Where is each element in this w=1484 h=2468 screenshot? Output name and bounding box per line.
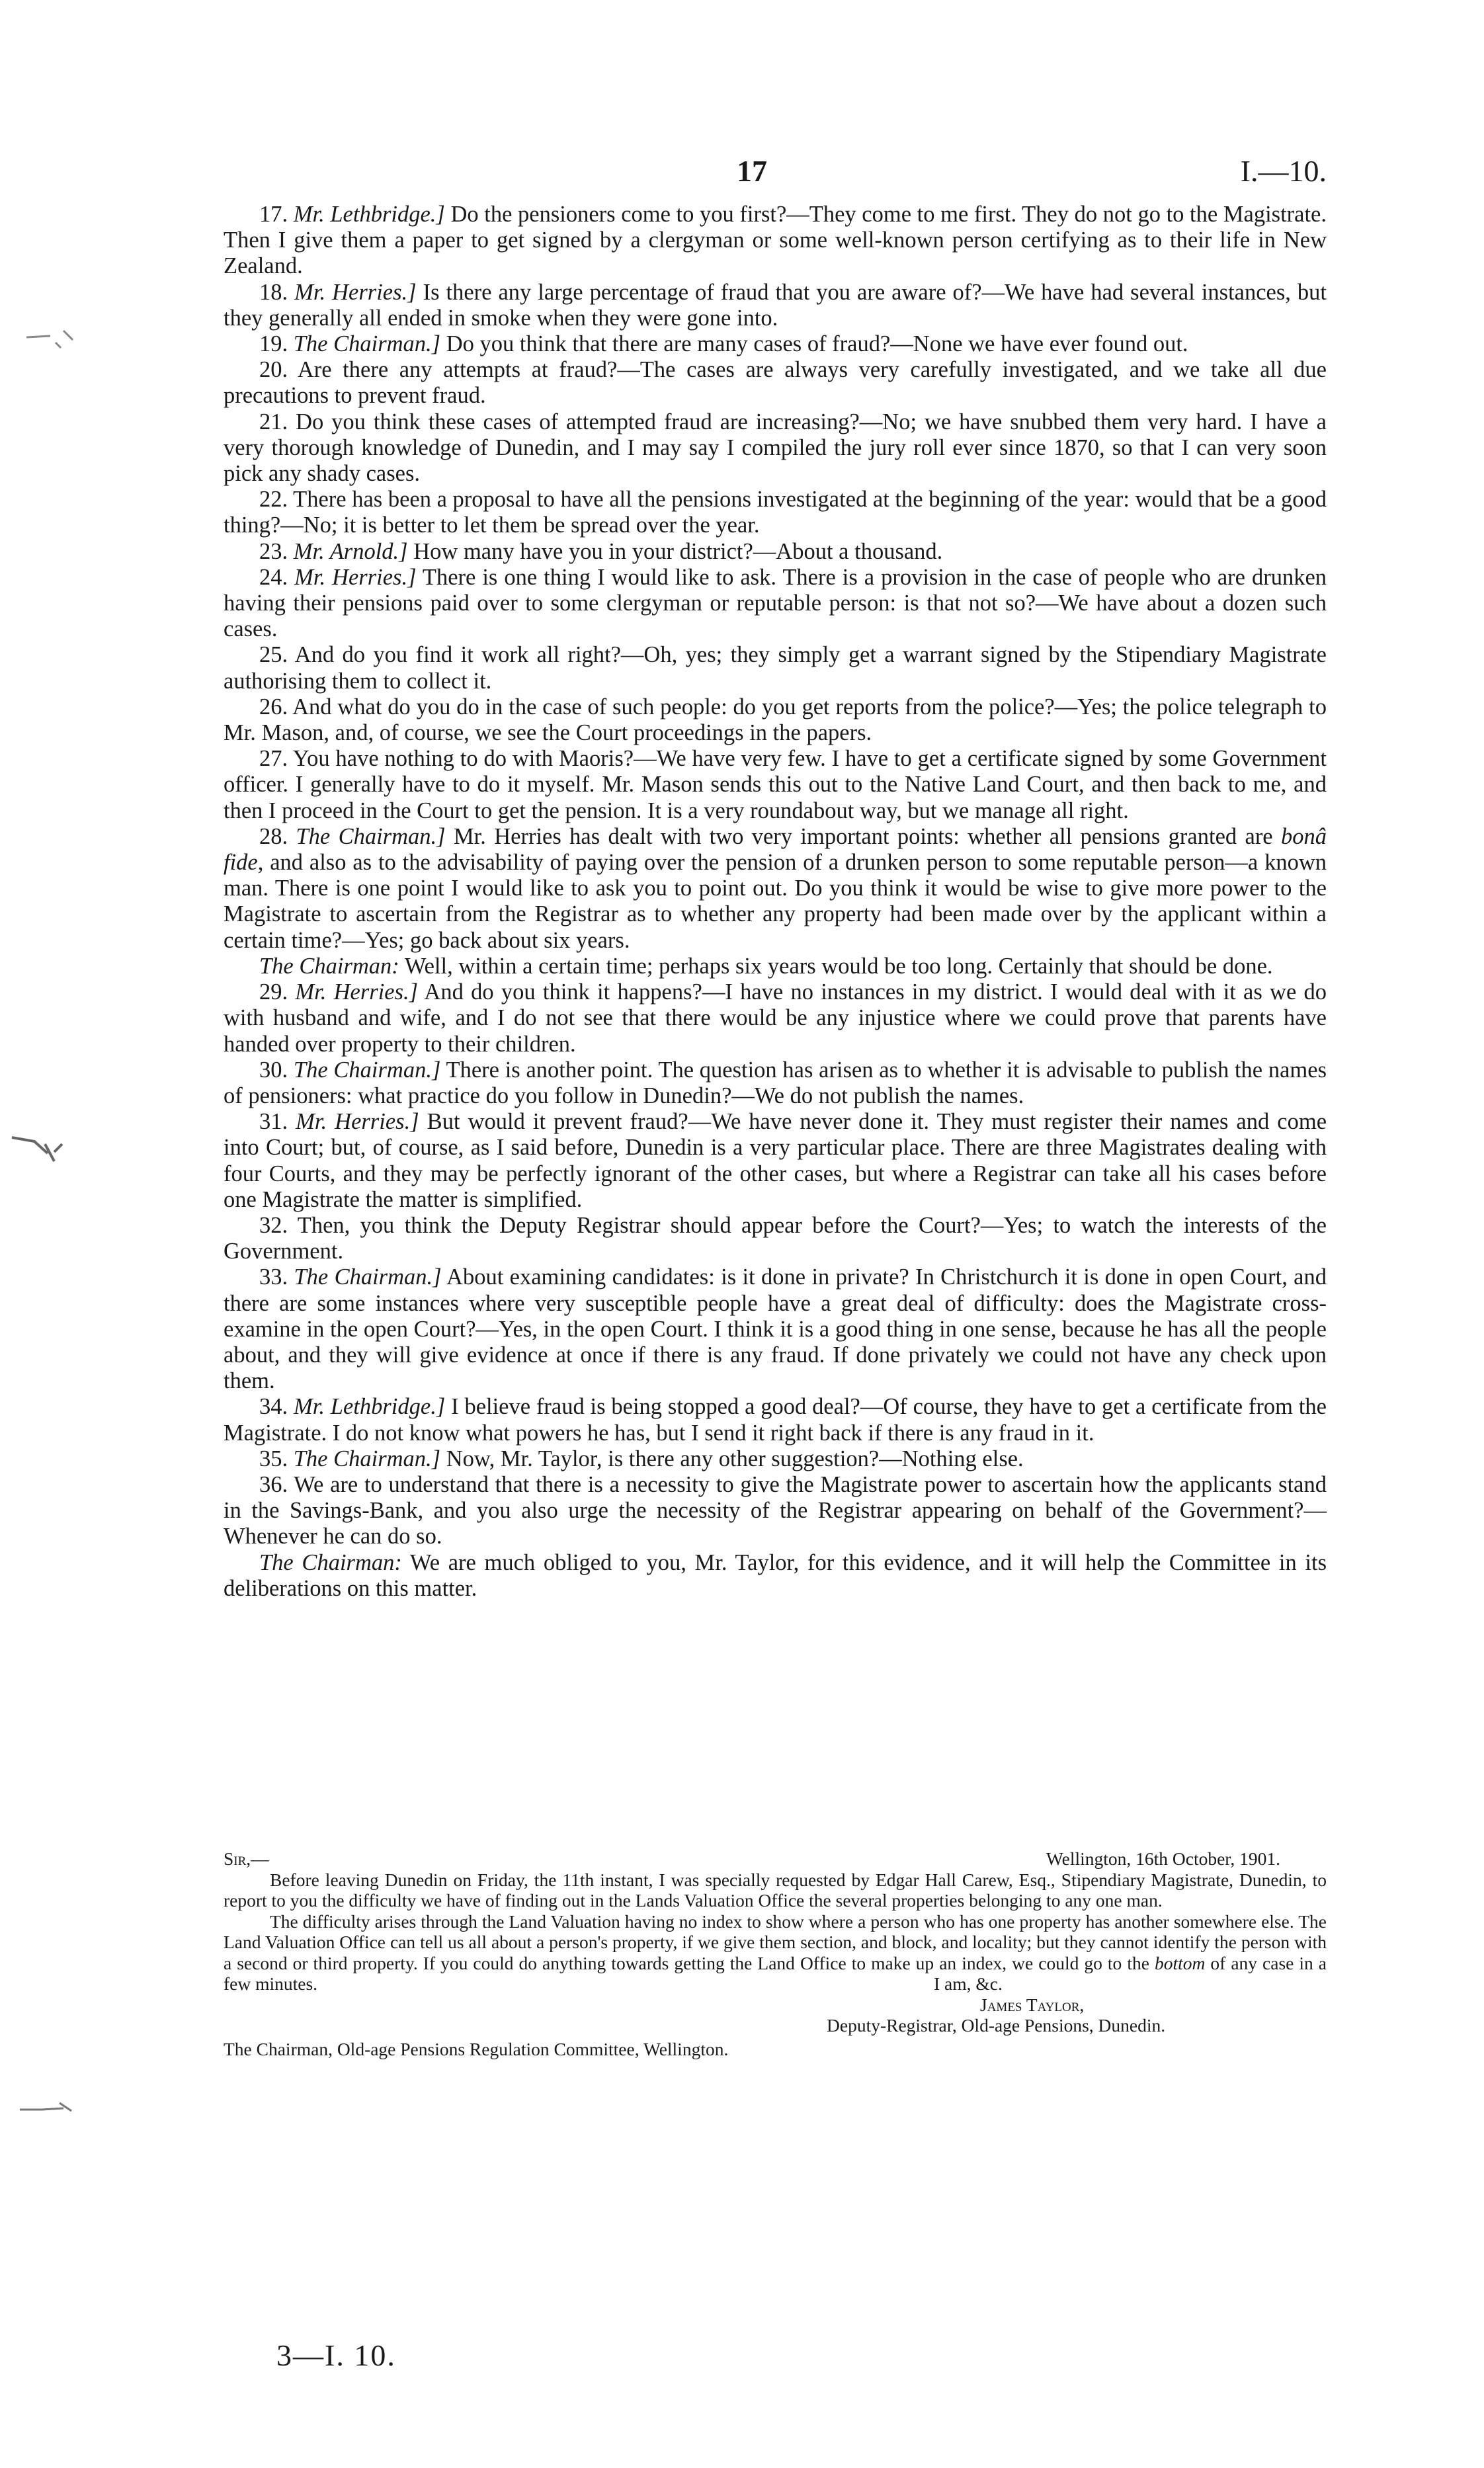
sheet-signature-mark: 3—I. 10. — [276, 2338, 396, 2372]
testimony-paragraph — [224, 1472, 1327, 1550]
testimony-paragraph — [224, 409, 1327, 487]
paragraph-text: There is one thing I would like to ask. There is a provision in the case of people who are drunken having their pensions paid over to some clergyman or reputable person: is that not so?—We have about a dozen such cases. — [224, 564, 1327, 642]
speaker: Mr. Herries.] — [294, 279, 417, 305]
testimony-paragraph — [224, 539, 1327, 565]
margin-mark-2 — [8, 1124, 67, 1171]
paragraph-number: 26. — [259, 694, 288, 720]
paragraph-number: 27. — [259, 746, 288, 772]
paragraph-text: There is another point. The question has arisen as to whether it is advisable to publish the names of pensioners: what practice do you follow in Dunedin?—We do not publish the names. — [224, 1057, 1327, 1108]
paragraph-text: , and also as to the advisability of paying over the pension of a drunken person to some reputable person—a known man. There is one point I would like to ask you to point out. Do you think it would be wise to give more power to the Magistrate to ascertain from the Registrar as to whether any property had been made over by the applicant within a certain time?—Yes; go back about six years. — [224, 850, 1327, 953]
paragraph-number: 20. — [259, 357, 288, 383]
paragraph-number: 19. — [259, 331, 288, 357]
paragraph-text: Then, you think the Deputy Registrar should appear before the Court?—Yes; to watch the interests of the Government. — [224, 1212, 1327, 1264]
testimony-paragraph — [224, 1550, 1327, 1602]
testimony-paragraph — [224, 331, 1327, 357]
speaker: The Chairman.] — [293, 1057, 441, 1083]
signature-title: Deputy-Registrar, Old-age Pensions, Dunedin. — [827, 2015, 1166, 2036]
paragraph-number: 36. — [259, 1471, 288, 1497]
paragraph-text: Now, Mr. Taylor, is there any other suggestion?—Nothing else. — [440, 1446, 1024, 1471]
paragraph-text: About examining candidates: is it done in private? In Christchurch it is done in open Court, and there are some instances where very susceptible people have a great deal of difficulty: does the Magistrate cross-examine in the open Court?—Yes, in the open Court. I think it is a good thing in one sense, because he has all the people about, and they will give evidence at once if there is any fraud. If done privately we could not have any check upon them. — [224, 1264, 1327, 1394]
testimony-paragraph — [224, 565, 1327, 643]
paragraph-text: Do the pensioners come to you first?—They come to me first. They do not go to the Magistrate. Then I give them a paper to get signed by a clergyman or some well-known person certifying as to their life in New Zealand. — [224, 202, 1327, 279]
dateline: Wellington, 16th October, 1901. — [1046, 1848, 1280, 1869]
testimony-paragraph — [224, 202, 1327, 280]
testimony-paragraph — [224, 1213, 1327, 1264]
paragraph-text: And what do you do in the case of such people: do you get reports from the police?—Yes; the police telegraph to Mr. Mason, and, of course, we see the Court proceedings in the papers. — [224, 694, 1327, 746]
testimony-paragraph — [224, 1057, 1327, 1109]
paragraph-number: 33. — [259, 1264, 288, 1290]
paragraph-number: 34. — [259, 1394, 288, 1420]
paragraph-text: There has been a proposal to have all the pensions investigated at the beginning of the year: would that be a good thing?—No; it is better to let them be spread over the year. — [224, 487, 1327, 538]
testimony-body — [224, 202, 1327, 1602]
testimony-paragraph — [224, 954, 1327, 979]
paragraph-number: 29. — [259, 979, 288, 1005]
speaker: Mr. Herries.] — [296, 1109, 419, 1135]
testimony-paragraph — [224, 694, 1327, 746]
letter-paragraph-2: The difficulty arises through the Land Valuation having no index to show where a person who has one property has another somewhere else. The Land Valuation Office can tell us all about a person's property, if we give them section, and block, and locality; but they cannot identify the person with a second or third property. If you could do anything towards getting the Land Office to make up an index, we could go to the bottom of any case in a few minutes. — [224, 1911, 1327, 1994]
letter-paragraph-1: Before leaving Dunedin on Friday, the 11th instant, I was specially requested by Edgar Hall Carew, Esq., Stipendiary Magistrate, Dunedin, to report to you the difficulty we have of finding out in the Lands Valuation Office the several properties belonging to any one man. — [224, 1869, 1327, 1911]
page-header — [0, 153, 1484, 193]
paragraph-number: 32. — [259, 1212, 288, 1238]
paragraph-text: I believe fraud is being stopped a good deal?—Of course, they have to get a certificate from the Magistrate. I do not know what powers he has, but I send it right back if there is any fraud in it. — [224, 1394, 1327, 1446]
paragraph-italic: bonâ fide — [224, 823, 1327, 876]
margin-mark-1 — [24, 317, 77, 350]
speaker: The Chairman: — [259, 1549, 402, 1575]
paragraph-number: 25. — [259, 642, 288, 668]
paragraph-text: Is there any large percentage of fraud that you are aware of?—We have had several instances, but they generally all ended in smoke when they were gone into. — [224, 279, 1327, 331]
speaker: The Chairman.] — [293, 1446, 441, 1471]
paragraph-text: We are much obliged to you, Mr. Taylor, for this evidence, and it will help the Committee in its deliberations on this matter. — [224, 1549, 1327, 1601]
paragraph-text: Are there any attempts at fraud?—The cases are always very carefully investigated, and we take all due precautions to prevent fraud. — [224, 357, 1327, 409]
testimony-paragraph — [224, 487, 1327, 538]
speaker: The Chairman.] — [294, 1264, 442, 1290]
paragraph-number: 28. — [259, 823, 288, 849]
salutation: Sir,— — [224, 1848, 269, 1869]
speaker: Mr. Lethbridge.] — [293, 1394, 446, 1420]
paragraph-text: Well, within a certain time; perhaps six years would be too long. Certainly that should be done. — [399, 953, 1273, 979]
paragraph-number: 31. — [259, 1109, 288, 1135]
paragraph-number: 35. — [259, 1446, 288, 1471]
testimony-paragraph — [224, 357, 1327, 409]
testimony-paragraph — [224, 280, 1327, 331]
letter — [224, 1848, 1327, 2059]
testimony-paragraph — [224, 1109, 1327, 1213]
speaker: The Chairman: — [259, 953, 399, 979]
testimony-paragraph — [224, 1446, 1327, 1472]
speaker: Mr. Lethbridge.] — [293, 202, 445, 227]
speaker: Mr. Herries.] — [295, 979, 419, 1005]
paragraph-text: And do you think it happens?—I have no instances in my district. I would deal with it as we do with husband and wife, and I do not see that there would be any injustice where we could prove that parents have handed over property to their children. — [224, 979, 1327, 1057]
testimony-paragraph — [224, 746, 1327, 824]
speaker: Mr. Arnold.] — [293, 538, 408, 564]
closing: I am, &c. — [934, 1973, 1003, 1994]
paragraph-text: We are to understand that there is a necessity to give the Magistrate power to ascertain how the applicants stand in the Savings-Bank, and you also urge the necessity of the Registrar appearing on behalf of the Government?—Whenever he can do so. — [224, 1471, 1327, 1549]
speaker: Mr. Herries.] — [294, 564, 417, 590]
paragraph-text: But would it prevent fraud?—We have never done it. They must register their names and come into Court; but, of course, as I said before, Dunedin is a very particular place. There are three Magistrates dealing with four Courts, and they may be perfectly ignorant of the other cases, but where a Registrar can take all his cases before one Magistrate the matter is simplified. — [224, 1109, 1327, 1212]
paragraph-number: 21. — [259, 409, 288, 434]
speaker: The Chairman.] — [293, 331, 441, 357]
speaker: The Chairman.] — [296, 823, 446, 849]
testimony-paragraph — [224, 642, 1327, 694]
paragraph-text: How many have you in your district?—About a thousand. — [407, 538, 943, 564]
paragraph-number: 23. — [259, 538, 288, 564]
testimony-paragraph — [224, 979, 1327, 1057]
testimony-paragraph — [224, 1394, 1327, 1446]
paragraph-number: 24. — [259, 564, 288, 590]
page-number: 17 — [737, 154, 767, 188]
paragraph-text: You have nothing to do with Maoris?—We have very few. I have to get a certificate signed by some Government officer. I generally have to do it myself. Mr. Mason sends this out to the Native Land Court, and then back to me, and then I proceed in the Court to get the pension. It is a very roundabout way, but we manage all right. — [224, 746, 1327, 823]
paragraph-text: Do you think that there are many cases of fraud?—None we have ever found out. — [440, 331, 1188, 357]
letter-heading — [224, 1848, 1327, 1870]
paragraph-number: 17. — [259, 202, 288, 227]
paragraph-text: Do you think these cases of attempted fraud are increasing?—No; we have snubbed them very hard. I have a very thorough knowledge of Dunedin, and I may say I compiled the jury roll ever since 1870, so that I can very soon pick any shady cases. — [224, 409, 1327, 487]
paragraph-number: 30. — [259, 1057, 288, 1083]
series-number: I.—10. — [1240, 154, 1327, 188]
paragraph-number: 22. — [259, 487, 288, 513]
paragraph-number: 18. — [259, 279, 288, 305]
signature-name: James Taylor, — [980, 1994, 1085, 2015]
testimony-paragraph — [224, 824, 1327, 954]
addressee: The Chairman, Old-age Pensions Regulation Committee, Wellington. — [224, 2038, 729, 2059]
testimony-paragraph — [224, 1264, 1327, 1394]
margin-mark-3 — [16, 2096, 75, 2123]
paragraph-text: And do you find it work all right?—Oh, yes; they simply get a warrant signed by the Stipendiary Magistrate authorising them to collect it. — [224, 642, 1327, 694]
paragraph-text: Mr. Herries has dealt with two very important points: whether all pensions granted are — [445, 823, 1281, 849]
